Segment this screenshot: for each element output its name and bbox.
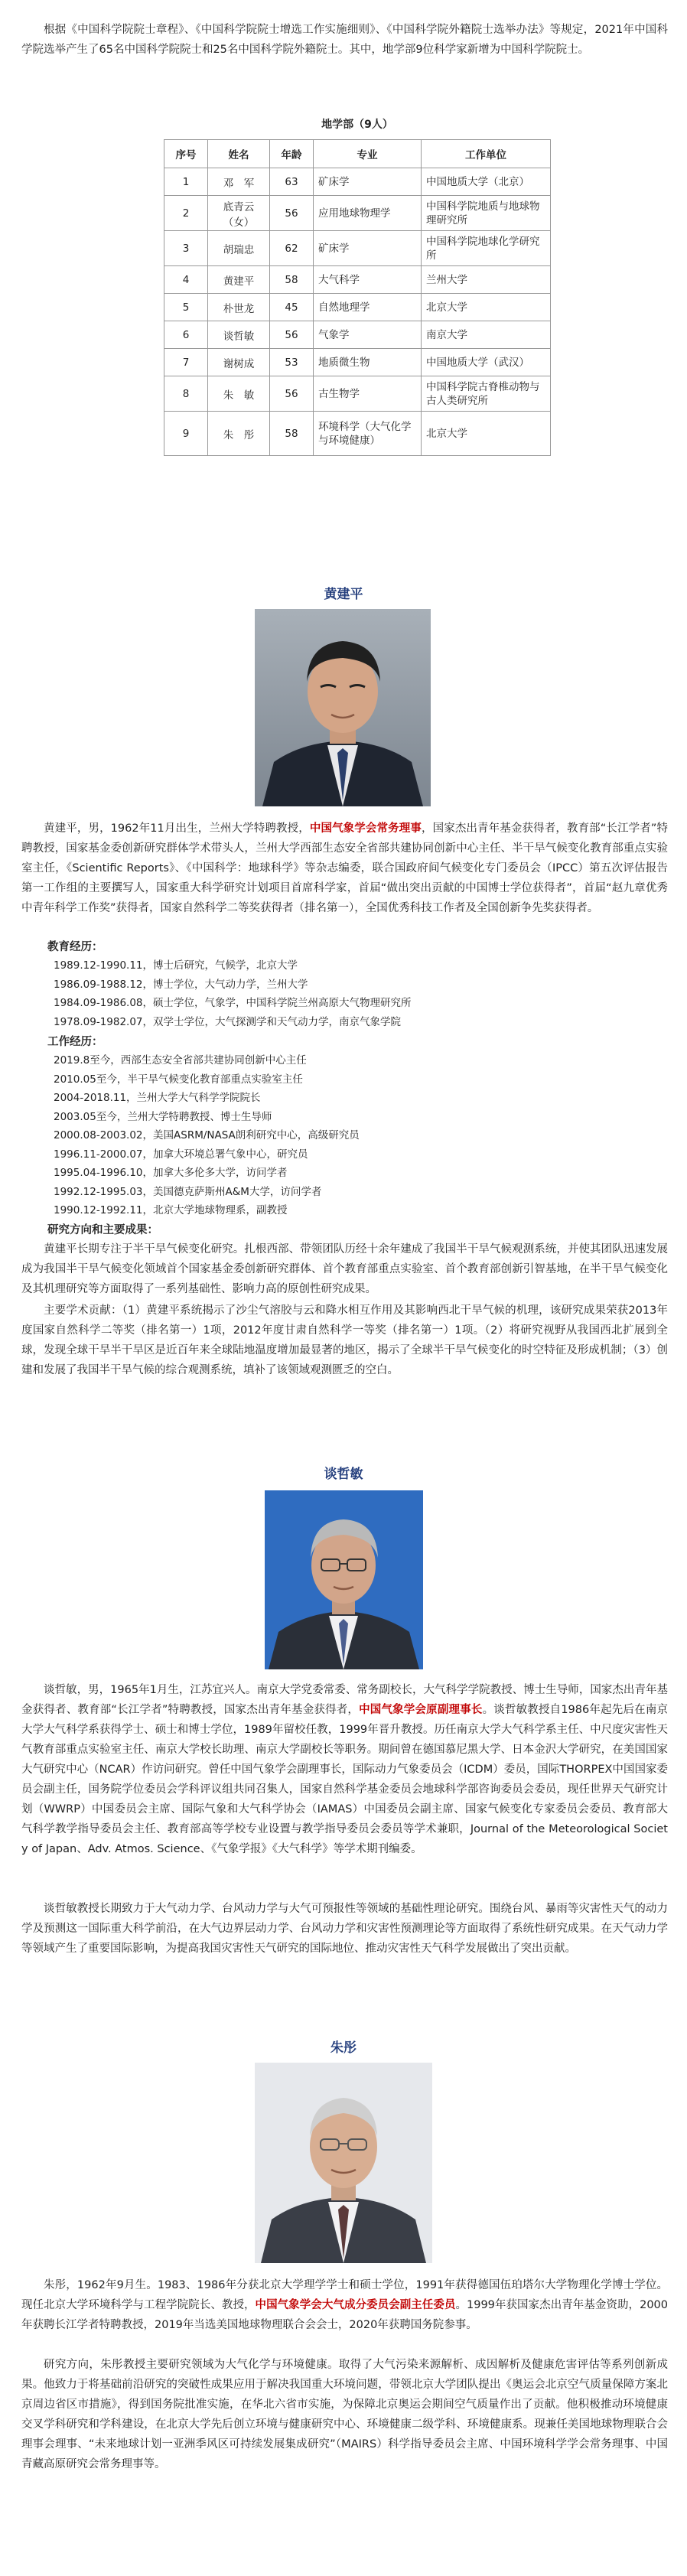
portrait-zhu-image	[255, 2063, 432, 2263]
huang-bio-highlight: 中国气象学会常务理事	[309, 822, 422, 835]
cell-employer: 中国科学院地质与地球物理研究所	[422, 196, 551, 231]
cell-employer: 兰州大学	[422, 266, 551, 294]
section-title-huang: 黄建平	[324, 587, 363, 602]
huang-bio-text: 黄建平，男，1962年11月出生，兰州大学特聘教授，	[44, 822, 310, 835]
huang-bio-paragraph	[21, 819, 668, 918]
work-item: 1990.12-1992.11，北京大学地球物理系，副教授	[54, 1204, 288, 1216]
header-major: 专业	[314, 140, 422, 168]
cell-major: 矿床学	[314, 168, 422, 196]
edu-item: 1978.09-1982.07，双学士学位，大气探测学和天气动力学，南京气象学院	[54, 1015, 402, 1028]
cell-employer: 南京大学	[422, 321, 551, 349]
huang-edu-list	[54, 956, 666, 1031]
cell-major: 自然地理学	[314, 294, 422, 321]
cell-age: 58	[270, 266, 314, 294]
header-age: 年龄	[270, 140, 314, 168]
zhu-bio-text-rest: 。1999年获国家杰出青年基金资助，2000年获聘长江学者特聘教授，2019年当选美国地球物理联合会会士，2020年获聘国务院参事。	[21, 2299, 669, 2331]
cell-employer: 北京大学	[422, 294, 551, 321]
tan-bio-text: 谈哲敏，男，1965年1月生，江苏宜兴人。南京大学党委常委、常务副校长，大气科学学院教授、博士生导师，国家杰出青年基金获得者、教育部“长江学者”特聘教授，国家杰出青年基金获得者，	[21, 1684, 668, 1716]
huang-work-title: 工作经历：	[47, 1036, 103, 1048]
cell-index: 9	[164, 412, 208, 456]
portrait-huang	[255, 609, 431, 806]
zhu-bio-paragraph	[21, 2275, 668, 2335]
cell-index: 4	[164, 266, 208, 294]
cell-name: 谈哲敏	[208, 321, 270, 349]
cell-name: 朱 敏	[208, 376, 270, 412]
cell-name: 邓 军	[208, 168, 270, 196]
academician-table	[164, 139, 551, 456]
edu-item: 1989.12-1990.11，博士后研究，气候学，北京大学	[54, 959, 298, 972]
huang-edu-title: 教育经历：	[47, 941, 103, 953]
work-item: 2004-2018.11，兰州大学大气科学学院院长	[54, 1092, 261, 1104]
cell-age: 63	[270, 168, 314, 196]
tan-research-paragraph: 谈哲敏教授长期致力于大气动力学、台风动力学与大气可预报性等领域的基础性理论研究。围绕台风、暴雨等灾害性天气的动力学及预测这一国际重大科学前沿，在大气边界层动力学、台风动力学和灾害性预测理论等方面取得了系统性研究成果。在天气动力学等领域产生了重要国际影响，为提高我国灾害性天气研究的国际地位、推动灾害性天气科学发展做出了突出贡献。	[21, 1903, 668, 1955]
cell-name: 黄建平	[208, 266, 270, 294]
work-item: 2010.05至今，半干旱气候变化教育部重点实验室主任	[54, 1073, 303, 1086]
work-item: 1992.12-1995.03，美国德克萨斯州A&M大学，访问学者	[54, 1185, 322, 1198]
table-row	[164, 412, 551, 456]
huang-research-title: 研究方向和主要成果：	[47, 1224, 158, 1236]
header-employer: 工作单位	[422, 140, 551, 168]
portrait-zhu	[255, 2063, 432, 2263]
cell-index: 2	[164, 196, 208, 231]
cell-age: 62	[270, 231, 314, 266]
portrait-huang-image	[255, 609, 431, 806]
cell-index: 6	[164, 321, 208, 349]
tan-bio-paragraph	[21, 1680, 668, 1859]
intro-paragraph: 根据《中国科学院院士章程》、《中国科学院院士增选工作实施细则》、《中国科学院外籍院士选举办法》等规定，2021年中国科学院选举产生了65名中国科学院院士和25名中国科学院外籍院士。其中，地学部9位科学家新增为中国科学院院士。	[21, 24, 668, 56]
work-item: 1996.11-2000.07，加拿大环境总署气象中心，研究员	[54, 1148, 308, 1161]
huang-work-list	[54, 1051, 666, 1220]
cell-employer: 中国科学院地球化学研究所	[422, 231, 551, 266]
cell-major: 矿床学	[314, 231, 422, 266]
table-row	[164, 294, 551, 321]
cell-age: 56	[270, 321, 314, 349]
cell-employer: 中国科学院古脊椎动物与古人类研究所	[422, 376, 551, 412]
cell-index: 7	[164, 349, 208, 376]
cell-name: 底青云（女）	[208, 196, 270, 231]
work-item: 2003.05至今，兰州大学特聘教授、博士生导师	[54, 1110, 272, 1123]
cell-index: 1	[164, 168, 208, 196]
cell-major: 古生物学	[314, 376, 422, 412]
zhu-research-paragraph: 研究方向，朱彤教授主要研究领域为大气化学与环境健康。取得了大气污染来源解析、成因解析及健康危害评估等系列创新成果。他致力于将基础前沿研究的突破性成果应用于解决我国重大环境问题，带领北京大学团队提出《奥运会北京空气质量保障方案北京周边省区市措施》，得到国务院批准实施，在华北六省市实施，为保障北京奥运会期间空气质量作出了贡献。他积极推动环境健康交叉学科研究和学科建设，在北京大学先后创立环境与健康研究中心、环境健康二级学科、环境健康系。现兼任美国地球物理联合会理事会理事、“未来地球计划一亚洲季风区可持续发展集成研究”（MAIRS）科学指导委员会主席、中国环境科学学会常务理事、中国青藏高原研究会常务理事等。	[21, 2359, 668, 2470]
cell-index: 5	[164, 294, 208, 321]
cell-index: 3	[164, 231, 208, 266]
tan-bio-text-rest: 。谈哲敏教授自1986年起先后在南京大学大气科学系获得学士、硕士和博士学位，1989年留校任教，1999年晋升教授。历任南京大学大气科学系主任、中尺度灾害性天气教育部重点实验室主任、南京大学校长助理、南京大学副校长等职务。期间曾在德国慕尼黑大学、日本金沢大学研究，在美国国家大气研究中心（NCAR）作访问研究。曾任中国气象学会副理事长，国际动力气象委员会（ICDM）委员，国际THORPEX中国国家委员会副主任，国务院学位委员会学科评议组共同召集人，国家自然科学基金委员会地球科学部咨询委员会委员，现任世界天气研究计划（WWRP）中国委员会主席、国际气象和大气科学协会（IAMAS）中国委员会副主席、国家气候变化专家委员会委员、教育部大气科学教学指导委员会主任、教育部高等学校专业设置与教学指导委员会委员等学术兼职，Journal of the Meteorological Society of Japan、Adv. Atmos. Science、《气象学报》《大气科学》等学术期刊编委。	[21, 1704, 668, 1855]
cell-major: 应用地球物理学	[314, 196, 422, 231]
table-row	[164, 196, 551, 231]
work-item: 2000.08-2003.02，美国ASRM/NASA朗利研究中心，高级研究员	[54, 1129, 360, 1141]
cell-name: 胡瑞忠	[208, 231, 270, 266]
section-title-tan: 谈哲敏	[324, 1467, 363, 1482]
header-index: 序号	[164, 140, 208, 168]
cell-employer: 中国地质大学（北京）	[422, 168, 551, 196]
cell-age: 56	[270, 196, 314, 231]
cell-major: 地质微生物	[314, 349, 422, 376]
huang-research-paragraph-1: 黄建平长期专注于半干旱气候变化研究。扎根西部、带领团队历经十余年建成了我国半干旱气候观测系统，并使其团队迅速发展成为我国半干旱气候变化领域首个国家基金委创新研究群体、首个教育部重点实验室、首个教育部创新引智基地，在半干旱气候变化及其机理研究等方面取得了一系列基础性、影响力高的原创性研究成果。	[21, 1243, 668, 1295]
cell-name: 朱 彤	[208, 412, 270, 456]
cell-index: 8	[164, 376, 208, 412]
table-row	[164, 321, 551, 349]
table-row	[164, 349, 551, 376]
table-row	[164, 376, 551, 412]
cell-age: 45	[270, 294, 314, 321]
edu-item: 1984.09-1986.08，硕士学位，气象学，中国科学院兰州高原大气物理研究所	[54, 997, 412, 1009]
zhu-bio-text: 朱彤，1962年9月生。1983、1986年分获北京大学理学学士和硕士学位，1991年获得德国伍珀塔尔大学物理化学博士学位。现任北京大学环境科学与工程学院院长、教授，	[21, 2279, 668, 2311]
table-row	[164, 266, 551, 294]
cell-name: 谢树成	[208, 349, 270, 376]
work-item: 1995.04-1996.10，加拿大多伦多大学，访问学者	[54, 1167, 288, 1179]
table-caption: 地学部（9人）	[321, 119, 393, 131]
zhu-bio-highlight: 中国气象学会大气成分委员会副主任委员	[255, 2299, 456, 2311]
portrait-tan-image	[265, 1490, 423, 1669]
edu-item: 1986.09-1988.12，博士学位，大气动力学，兰州大学	[54, 978, 308, 991]
table-row	[164, 231, 551, 266]
work-item: 2019.8至今，西部生态安全省部共建协同创新中心主任	[54, 1054, 307, 1067]
section-title-zhu: 朱彤	[330, 2040, 357, 2056]
header-name: 姓名	[208, 140, 270, 168]
table-row	[164, 168, 551, 196]
table-header-row	[164, 140, 551, 168]
cell-major: 环境科学（大气化学与环境健康）	[314, 412, 422, 456]
cell-major: 气象学	[314, 321, 422, 349]
tan-bio-highlight: 中国气象学会原副理事长	[359, 1704, 483, 1716]
portrait-tan	[265, 1490, 423, 1669]
cell-employer: 中国地质大学（武汉）	[422, 349, 551, 376]
cell-age: 53	[270, 349, 314, 376]
cell-employer: 北京大学	[422, 412, 551, 456]
cell-major: 大气科学	[314, 266, 422, 294]
cell-name: 朴世龙	[208, 294, 270, 321]
cell-age: 58	[270, 412, 314, 456]
huang-bio-text-rest: ，国家杰出青年基金获得者，教育部“长江学者”特聘教授，国家基金委创新研究群体学术带头人，兰州大学西部生态安全省部共建协同创新中心主任、半干旱气候变化教育部重点实验室主任，《Scientific Reports》、《中国科学：地球科学》等杂志编委，联合国政府间气候变化专门委员会（IPCC）第五次评估报告第一工作组的主要撰写人，国家重大科学研究计划项目首席科学家，首届“做出突出贡献的中国博士学位获得者”，首届“赵九章优秀中青年科学工作奖”获得者，国家自然科学二等奖获得者（排名第一），全国优秀科技工作者及全国创新争先奖获得者。	[21, 822, 668, 914]
cell-age: 56	[270, 376, 314, 412]
huang-research-paragraph-2: 主要学术贡献：（1）黄建平系统揭示了沙尘气溶胶与云和降水相互作用及其影响西北干旱气候的机理，该研究成果荣获2013年度国家自然科学二等奖（排名第一）1项，2012年度甘肃自然科学一等奖（排名第一）1项。（2）将研究视野从我国西北扩展到全球，发现全球干旱半干旱区是近百年来全球陆地温度增加最显著的地区，揭示了全球半干旱气候变化的时空特征及形成机制；（3）创建和发展了我国半干旱气候的综合观测系统，填补了该领域观测匮乏的空白。	[21, 1304, 668, 1376]
